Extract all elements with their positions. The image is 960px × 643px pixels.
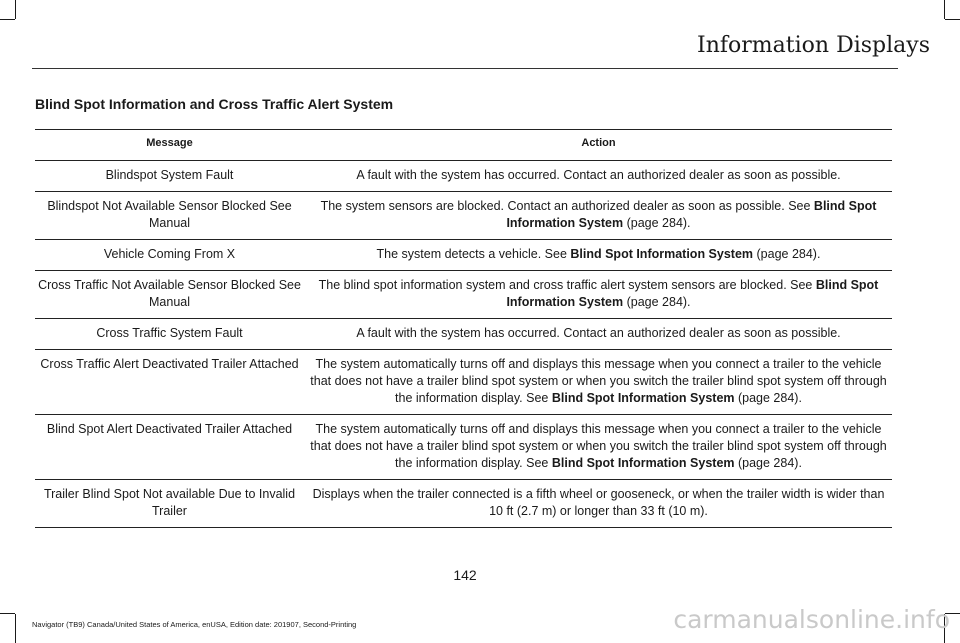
action-text: A fault with the system has occurred. Contact an authorized dealer as soon as possible.: [356, 168, 841, 182]
action-page-ref: (page 284).: [734, 456, 802, 470]
message-cell: Cross Traffic Alert Deactivated Trailer Attached: [35, 350, 305, 415]
message-table: [35, 129, 892, 528]
action-cell: [305, 350, 893, 415]
crop-mark: [15, 0, 16, 19]
table-row: [35, 319, 892, 350]
cross-reference-link[interactable]: Blind Spot Information System: [570, 247, 754, 261]
action-text: The system automatically turns off and displays this message when you connect a trailer to the vehicle that does not have a trailer blind spot system or when you switch the trailer blind spot system off through the information display. See: [310, 357, 887, 405]
message-cell: Blindspot System Fault: [35, 161, 305, 192]
action-page-ref: (page 284).: [623, 216, 691, 230]
action-text: A fault with the system has occurred. Contact an authorized dealer as soon as possible.: [356, 326, 841, 340]
section-heading: Blind Spot Information and Cross Traffic Alert System: [35, 96, 394, 112]
message-cell: Vehicle Coming From X: [35, 240, 305, 271]
action-cell: [305, 415, 893, 480]
table-row: [35, 480, 892, 528]
crop-mark: [15, 614, 16, 643]
table-row: [35, 350, 892, 415]
table-row: [35, 271, 892, 319]
message-cell: Cross Traffic System Fault: [35, 319, 305, 350]
action-cell: [305, 480, 893, 528]
action-cell: [305, 161, 893, 192]
message-cell: Trailer Blind Spot Not available Due to Invalid Trailer: [35, 480, 305, 528]
action-text: The blind spot information system and cross traffic alert system sensors are blocked. See: [318, 278, 816, 292]
title-divider: [32, 68, 898, 69]
action-text: The system automatically turns off and displays this message when you connect a trailer to the vehicle that does not have a trailer blind spot system or when you switch the trailer blind spot system off through the information display. See: [310, 422, 887, 470]
watermark: carmanualsonline.info: [673, 605, 950, 634]
crop-mark: [945, 19, 960, 20]
crop-mark: [0, 19, 15, 20]
table-row: [35, 415, 892, 480]
page-number: 142: [453, 567, 477, 583]
cross-reference-link[interactable]: Blind Spot Information System: [551, 456, 735, 470]
cross-reference-link[interactable]: Blind Spot Information System: [551, 391, 735, 405]
message-cell: Blind Spot Alert Deactivated Trailer Attached: [35, 415, 305, 480]
edition-footer: Navigator (TB9) Canada/United States of America, enUSA, Edition date: 201907, Second-Printing: [32, 620, 357, 629]
table-row: [35, 161, 892, 192]
column-header-message: Message: [35, 130, 305, 161]
table-row: [35, 240, 892, 271]
action-text: Displays when the trailer connected is a fifth wheel or gooseneck, or when the trailer width is wider than 10 ft (2.7 m) or longer than 33 ft (10 m).: [312, 487, 885, 518]
crop-mark: [0, 613, 15, 614]
action-cell: [305, 271, 893, 319]
page-title: [0, 33, 930, 58]
cross-reference-link[interactable]: Blind Spot Information System: [506, 199, 877, 230]
action-page-ref: (page 284).: [734, 391, 802, 405]
action-text: The system detects a vehicle. See: [376, 247, 571, 261]
page-title-text: Information Displays: [697, 33, 930, 58]
table-header-row: [35, 130, 892, 161]
table-row: [35, 192, 892, 240]
action-text: The system sensors are blocked. Contact an authorized dealer as soon as possible. See: [320, 199, 814, 213]
action-cell: [305, 240, 893, 271]
crop-mark: [944, 0, 945, 19]
message-cell: Blindspot Not Available Sensor Blocked See Manual: [35, 192, 305, 240]
action-cell: [305, 319, 893, 350]
action-page-ref: (page 284).: [753, 247, 821, 261]
action-cell: [305, 192, 893, 240]
message-cell: Cross Traffic Not Available Sensor Blocked See Manual: [35, 271, 305, 319]
cross-reference-link[interactable]: Blind Spot Information System: [506, 278, 879, 309]
column-header-action: Action: [305, 130, 893, 161]
action-page-ref: (page 284).: [623, 295, 691, 309]
